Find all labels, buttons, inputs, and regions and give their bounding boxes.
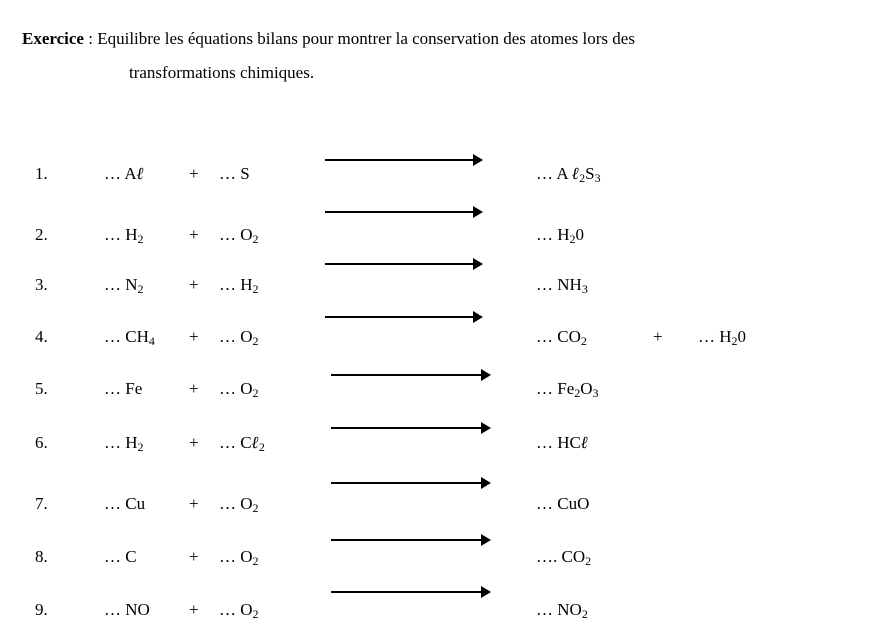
equation-number: 4. <box>35 327 48 346</box>
equation-number: 8. <box>35 547 48 566</box>
reactant-1[interactable]: … NO <box>104 600 150 619</box>
reactant-1[interactable]: … C <box>104 547 137 566</box>
equation-row <box>0 221 871 249</box>
exercise-separator: : <box>83 29 98 48</box>
reactant-1[interactable]: … Cu <box>104 494 146 513</box>
equation-number: 9. <box>35 600 48 619</box>
reactant-1[interactable]: … $H_2$ <box>104 433 144 454</box>
reaction-arrow-icon <box>331 369 491 381</box>
reaction-arrow-icon <box>325 311 483 323</box>
reactant-1[interactable]: … Aℓ <box>104 164 144 184</box>
product-2[interactable]: … $H_20$ <box>698 327 747 348</box>
reactant-2[interactable]: … $O_2$ <box>219 225 259 246</box>
plus-sign: + <box>189 494 199 513</box>
reactant-2[interactable]: … $O_2$ <box>219 327 259 348</box>
equation-number: 5. <box>35 379 48 398</box>
reactant-2[interactable]: … $O_2$ <box>219 600 259 621</box>
product[interactable]: …. $CO_2$ <box>536 547 592 568</box>
equation-number: 2. <box>35 225 48 244</box>
plus-sign: + <box>189 379 199 398</box>
instruction-line-2: transformations chimiques. <box>129 63 315 82</box>
equation-row <box>0 490 871 518</box>
equation-number: 3. <box>35 275 48 294</box>
plus-sign: + <box>189 433 199 452</box>
reactant-1[interactable]: … Fe <box>104 379 143 398</box>
product[interactable]: … $NO_2$ <box>536 600 588 621</box>
product[interactable]: … A $\ell_2S_3$ <box>536 164 601 185</box>
reaction-arrow-icon <box>331 586 491 598</box>
reactant-2[interactable]: … $O_2$ <box>219 494 259 515</box>
product[interactable]: … $NH_3$ <box>536 275 588 296</box>
reaction-arrow-icon <box>325 258 483 270</box>
reactant-2[interactable]: … S <box>219 164 250 183</box>
reactant-2[interactable]: … Cℓ$_2$ <box>219 433 265 454</box>
plus-sign: + <box>189 327 199 346</box>
equation-row <box>0 543 871 571</box>
instruction-line-1: Equilibre les équations bilans pour montrer la conservation des atomes lors des <box>97 29 635 48</box>
equation-row <box>0 271 871 299</box>
reaction-arrow-icon <box>331 534 491 546</box>
equation-row <box>0 596 871 624</box>
product[interactable]: … $CO_2$ <box>536 327 587 348</box>
equation-number: 6. <box>35 433 48 452</box>
plus-sign: + <box>189 600 199 619</box>
product[interactable]: … $H_20$ <box>536 225 585 246</box>
product[interactable]: … $Fe_2O_3$ <box>536 379 599 400</box>
product[interactable]: … CuO <box>536 494 590 513</box>
equation-row <box>0 323 871 351</box>
equation-number: 1. <box>35 164 48 183</box>
equation-number: 7. <box>35 494 48 513</box>
reactant-2[interactable]: … $O_2$ <box>219 379 259 400</box>
reactant-1[interactable]: … $CH_4$ <box>104 327 155 348</box>
plus-sign: + <box>189 225 199 244</box>
reaction-arrow-icon <box>325 154 483 166</box>
reactant-1[interactable]: … $H_2$ <box>104 225 144 246</box>
reaction-arrow-icon <box>331 422 491 434</box>
plus-sign: + <box>189 164 199 183</box>
plus-sign: + <box>189 275 199 294</box>
exercise-label: Exercice <box>22 29 84 48</box>
plus-sign: + <box>653 327 663 346</box>
reaction-arrow-icon <box>325 206 483 218</box>
product[interactable]: … HCℓ <box>536 433 589 453</box>
exercise-instruction <box>22 22 862 82</box>
reactant-1[interactable]: … $N_2$ <box>104 275 144 296</box>
reactant-2[interactable]: … $O_2$ <box>219 547 259 568</box>
reactant-2[interactable]: … $H_2$ <box>219 275 259 296</box>
reaction-arrow-icon <box>331 477 491 489</box>
plus-sign: + <box>189 547 199 566</box>
